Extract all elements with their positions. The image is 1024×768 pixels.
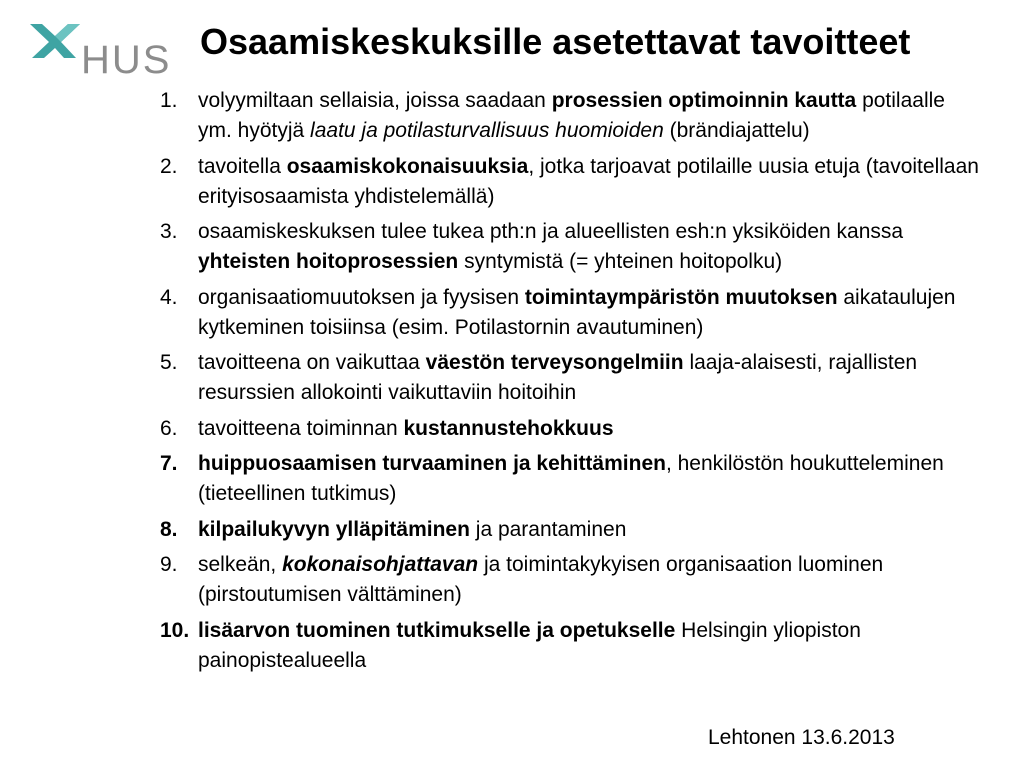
text-segment: , henkilöstön houkutteleminen (tieteellinen tutkimus) <box>198 452 944 505</box>
list-item-text <box>198 515 980 545</box>
list-item-number: 8. <box>160 517 178 541</box>
emphasis-text: huippuosaamisen turvaaminen ja kehittäminen <box>198 452 666 475</box>
list-item-text <box>198 152 980 212</box>
list-item-number: 10. <box>160 618 190 642</box>
list-item-number: 9. <box>160 553 178 576</box>
list-item <box>160 414 980 444</box>
list-item <box>160 449 980 509</box>
list-item-number: 1. <box>160 89 178 112</box>
text-segment: aikataulujen kytkeminen toisiinsa (esim. Potilastornin avautuminen) <box>198 285 956 339</box>
emphasis-text: väestön terveysongelmiin <box>425 351 684 374</box>
emphasis-text: osaamiskokonaisuuksia <box>286 154 529 178</box>
text-segment: tavoitteena on vaikuttaa <box>198 351 426 374</box>
list-item <box>160 348 980 408</box>
list-item-number: 4. <box>160 285 178 309</box>
text-segment: syntymistä (= yhteinen hoitopolku) <box>458 250 783 273</box>
text-segment: potilaalle ym. hyötyjä <box>198 89 945 142</box>
list-item <box>160 550 980 610</box>
list-item-number: 2. <box>160 154 178 178</box>
list-item-text <box>198 217 980 277</box>
list-item-number: 3. <box>160 220 178 243</box>
text-segment: organisaatiomuutoksen ja fyysisen <box>198 285 525 309</box>
list-item <box>160 515 980 545</box>
text-segment: , jotka tarjoavat potilaille uusia etuja (tavoitellaan erityisosaamista yhdistelemällä) <box>198 154 979 208</box>
goal-list <box>160 86 980 681</box>
footer-author-date: Lehtonen 13.6.2013 <box>708 726 895 749</box>
text-segment: laaja-alaisesti, rajallisten resurssien allokointi vaikuttaviin hoitoihin <box>198 351 918 404</box>
list-item <box>160 283 980 343</box>
emphasis-text: kilpailukyvyn ylläpitäminen <box>198 517 470 541</box>
list-item <box>160 217 980 277</box>
italic-text: laatu ja potilasturvallisuus huomioiden <box>310 119 664 142</box>
list-item-number: 6. <box>160 416 178 440</box>
text-segment: tavoitteena toiminnan <box>198 416 404 440</box>
emphasis-text: kustannustehokkuus <box>403 416 614 440</box>
list-item-text <box>198 348 980 408</box>
emphasis-text: kokonaisohjattavan <box>282 553 479 576</box>
slide-title: Osaamiskeskuksille asetettavat tavoitteet <box>200 21 911 62</box>
emphasis-text: lisäarvon tuominen tutkimukselle ja opetukselle <box>198 618 676 642</box>
list-item-text <box>198 449 980 509</box>
text-segment: osaamiskeskuksen tulee tukea pth:n ja alueellisten esh:n yksiköiden kanssa <box>198 220 904 243</box>
emphasis-text: toimintaympäristön muutoksen <box>524 285 838 309</box>
list-item <box>160 86 980 146</box>
list-item-number: 7. <box>160 452 178 475</box>
emphasis-text: yhteisten hoitoprosessien <box>198 250 459 273</box>
text-segment: tavoitella <box>198 154 287 178</box>
hus-logo <box>26 20 181 82</box>
logo-text: HUS <box>81 38 172 82</box>
text-segment: ja parantaminen <box>469 517 627 541</box>
list-item-number: 5. <box>160 351 178 374</box>
list-item-text <box>198 414 980 444</box>
text-segment: ja toimintakykyisen organisaation luominen (pirstoutumisen välttäminen) <box>198 553 884 606</box>
hus-cross-logo-icon <box>26 20 86 64</box>
list-item-text <box>198 86 980 146</box>
text-segment: volyymiltaan sellaisia, joissa saadaan <box>198 89 552 112</box>
list-item-text <box>198 616 980 676</box>
list-item <box>160 616 980 676</box>
text-segment: Helsingin yliopiston painopistealueella <box>198 618 861 672</box>
emphasis-text: prosessien optimoinnin kautta <box>551 89 857 112</box>
text-segment: (brändiajattelu) <box>663 119 810 142</box>
list-item-text <box>198 550 980 610</box>
text-segment: selkeän, <box>198 553 283 576</box>
list-item <box>160 152 980 212</box>
list-item-text <box>198 283 980 343</box>
